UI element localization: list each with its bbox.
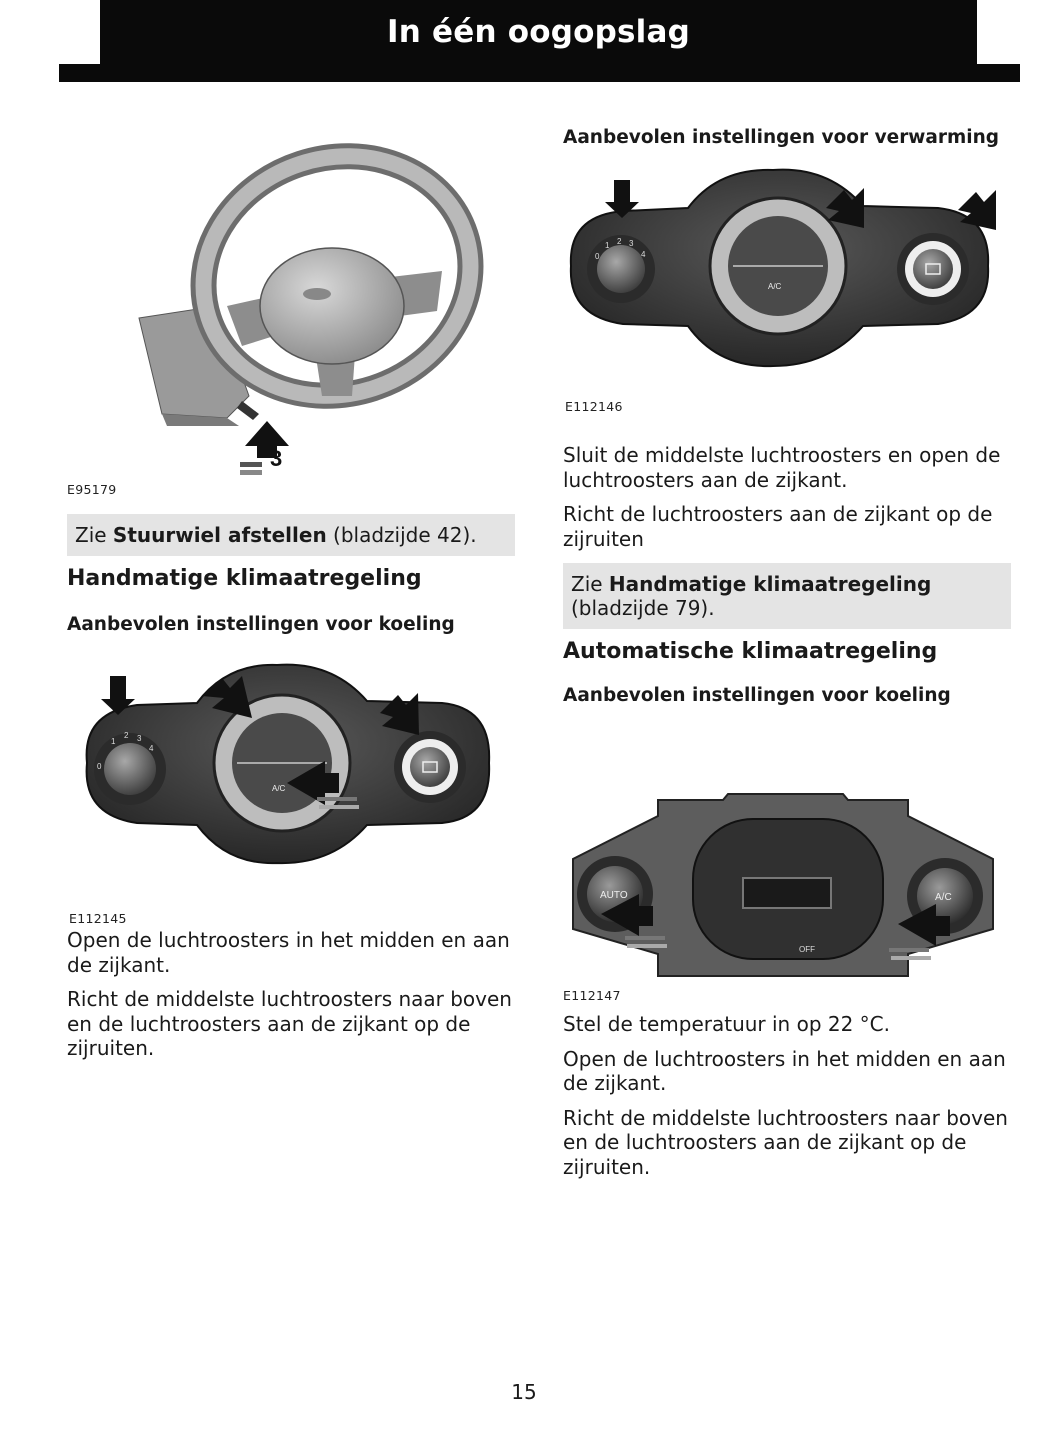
steering-arrow-label: 3 (270, 446, 283, 471)
subheading-cooling: Aanbevolen instellingen voor koeling (67, 614, 455, 635)
header-rule (59, 64, 1020, 82)
dial-number: 1 (111, 737, 116, 746)
page-header (100, 0, 977, 64)
automatic-climate-panel (563, 714, 1011, 994)
note-link: Stuurwiel afstellen (112, 523, 327, 547)
steering-wheel-illustration (67, 96, 515, 481)
off-label: OFF (799, 945, 815, 954)
paragraph: Open de luchtroosters in het midden en aan de zijkant. (67, 928, 510, 977)
dial-number: 0 (595, 252, 600, 261)
page-number: 15 (511, 1380, 537, 1404)
right-column (563, 96, 1011, 1179)
note-steering-reference (67, 514, 515, 556)
dial-number: 1 (605, 241, 610, 250)
ac-label: A/C (272, 784, 286, 793)
note-suffix: (bladzijde 42). (326, 523, 477, 547)
auto-cooling-figure (563, 714, 1011, 1012)
header-title: In één oogopslag (387, 14, 690, 50)
dial-number: 3 (137, 734, 142, 743)
note-climate-reference (563, 563, 1011, 629)
ac-label: A/C (768, 282, 782, 291)
manual-heating-figure (563, 156, 1011, 446)
manual-climate-panel-heating (563, 156, 1011, 426)
steering-wheel-figure (67, 96, 515, 497)
dial-number: 2 (617, 237, 622, 246)
figure-code: E112146 (565, 399, 623, 414)
paragraph: Open de luchtroosters in het midden en aan de zijkant. (563, 1046, 1006, 1095)
figure-code: E112145 (69, 911, 127, 926)
auto-label: AUTO (600, 890, 628, 901)
manual-cooling-figure (67, 643, 515, 928)
subheading-heating: Aanbevolen instellingen voor verwarming (563, 127, 1000, 148)
dial-number: 3 (629, 239, 634, 248)
figure-code: E112147 (563, 988, 621, 1003)
figure-code: E95179 (67, 482, 117, 497)
heading-manual-climate: Handmatige klimaatregeling (67, 566, 422, 591)
note-link: Handmatige klimaatregeling (608, 572, 932, 596)
dial-number: 0 (97, 762, 102, 771)
paragraph: Sluit de middelste luchtroosters en open de luchtroosters aan de zijkant. (563, 443, 1001, 492)
manual-climate-panel-cooling (67, 643, 515, 913)
left-column (67, 96, 515, 1061)
dial-number: 2 (124, 731, 129, 740)
dial-number: 4 (149, 744, 154, 753)
paragraph: Stel de temperatuur in op 22 °C. (563, 1012, 891, 1036)
note-suffix: (bladzijde 79). (571, 596, 715, 620)
ac-label: A/C (935, 892, 952, 903)
paragraph: Richt de middelste luchtroosters naar boven en de luchtroosters aan de zijkant op de zijruiten. (563, 1105, 1008, 1179)
heading-automatic-climate: Automatische klimaatregeling (563, 639, 938, 664)
dial-number: 4 (641, 250, 646, 259)
note-prefix: Zie (571, 572, 609, 596)
note-prefix: Zie (75, 523, 113, 547)
subheading-cooling: Aanbevolen instellingen voor koeling (563, 685, 951, 706)
paragraph: Richt de middelste luchtroosters naar boven en de luchtroosters aan de zijkant op de zijruiten. (67, 987, 512, 1060)
paragraph: Richt de luchtroosters aan de zijkant op de zijruiten (563, 502, 993, 551)
